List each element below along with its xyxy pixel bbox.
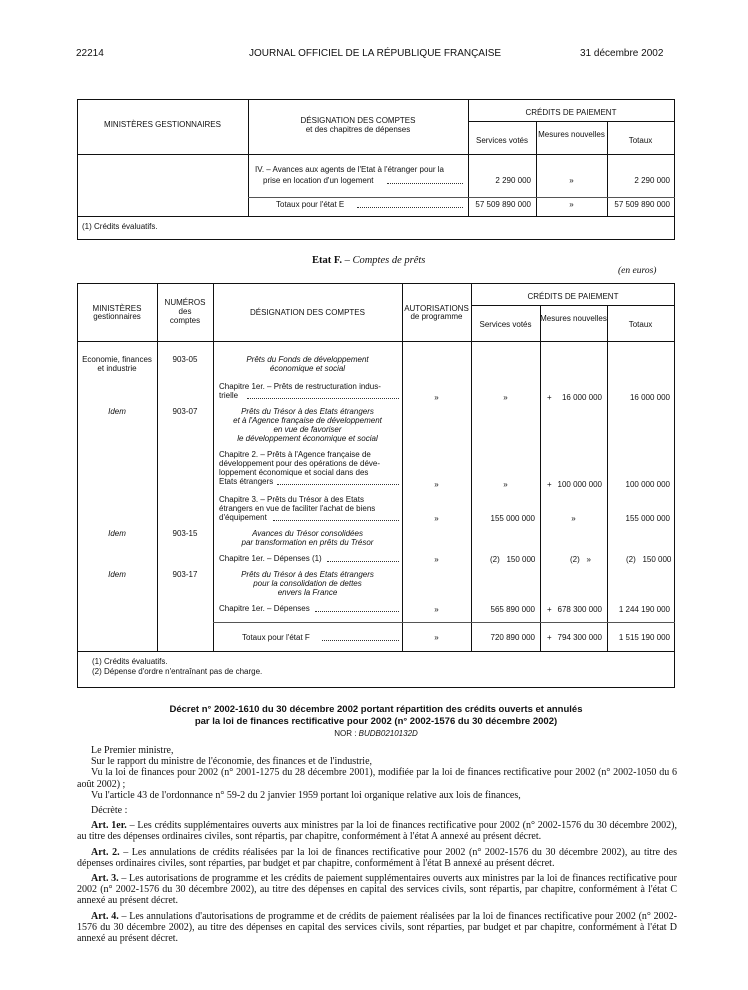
chapitre-label: étrangers en vue de faciliter l'achat de biens	[219, 504, 376, 513]
paragraph: Sur le rapport du ministre de l'économie, des finances et de l'industrie,	[91, 756, 373, 768]
col-ministeres: MINISTÈRES	[92, 304, 142, 313]
chapitre-label: trielle	[219, 391, 239, 400]
totaux-value: 100 000 000	[625, 480, 670, 489]
compte-title: Prêts du Fonds de développement	[246, 355, 369, 364]
col-autorisations: AUTORISATIONS	[404, 304, 469, 313]
table-e	[77, 99, 675, 239]
chapitre-label: Chapitre 2. – Prêts à l'Agence française de	[219, 450, 371, 459]
compte-title: envers la France	[277, 588, 338, 597]
autorisations-value: »	[434, 514, 439, 523]
chapitre-label: Etats étrangers	[219, 477, 274, 486]
plus-sign: +	[547, 605, 552, 614]
total-mesures-nouvelles: 794 300 000	[557, 633, 602, 642]
ministere-name: Idem	[108, 407, 126, 416]
col-credits-de-paiement: CRÉDITS DE PAIEMENT	[525, 108, 617, 117]
article-text: – Les annulations d'autorisations de programme et de crédits de paiement réalisées par la loi de finances rectificative pour 2002 (n° 2002-1576 du 30 décembre 2002), au titre des dépenses en capital des services civils, sont réparties, par budget et par chapitre, conformément à l'état D annexé au présent décret.	[77, 910, 677, 945]
totaux-value: 155 000 000	[625, 514, 670, 523]
article-text: – Les crédits supplémentaires ouverts aux ministres par la loi de finances rectificative pour 2002 (n° 2002-1576 du 30 décembre 2002), au titre des dépenses ordinaires civiles, sont répartis, par chapitre, conformément à l'état A annexé au présent décret.	[77, 820, 678, 843]
total-mesures-nouvelles: »	[569, 200, 574, 209]
col-mesures-nouvelles: Mesures nouvelles	[538, 130, 605, 139]
chapitre-label: loppement économique et social dans des	[219, 468, 369, 477]
compte-numero: 903-17	[172, 570, 198, 579]
leader-dots	[277, 484, 399, 485]
autorisations-value: »	[434, 393, 439, 402]
compte-title: par transformation en prêts du Trésor	[241, 538, 374, 547]
compte-title: et à l'Agence française de développement	[233, 416, 382, 425]
leader-dots	[327, 561, 399, 562]
article-label: Art. 2.	[91, 846, 120, 858]
compte-numero: 903-07	[172, 407, 198, 416]
services-votes-value: 155 000 000	[490, 514, 535, 523]
leader-dots	[273, 520, 399, 521]
article-text: – Les autorisations de programme et les crédits de paiement supplémentaires ouverts aux ministres par la loi de finances rectificative pour 2002 (n° 2002-1576 du 30 décembre 2002), au titre des dépenses en capital des services civils, sont répartis, par chapitre, conformément à l'état C annexé au présent décret.	[77, 873, 677, 907]
chapitre-label: développement pour des opérations de déve-	[219, 459, 380, 468]
ministere-name: Idem	[108, 529, 126, 538]
journal-title: JOURNAL OFFICIEL DE LA RÉPUBLIQUE FRANÇAISE	[249, 48, 502, 59]
mesures-nouvelles-value: (2) »	[570, 555, 591, 564]
col-services-votes: Services votés	[479, 320, 532, 329]
col-services-votes: Services votés	[475, 136, 529, 145]
compte-numero: 903-05	[172, 355, 198, 364]
row-label-line1: IV. – Avances aux agents de l'Etat à l'étranger pour la	[255, 165, 444, 174]
mesures-nouvelles-value: 678 300 000	[557, 605, 602, 614]
autorisations-value: »	[434, 605, 439, 614]
article-3	[77, 873, 677, 907]
decree-body	[77, 745, 677, 944]
leader-dots	[322, 640, 399, 641]
autorisations-value: »	[434, 555, 439, 564]
total-label: Totaux pour l'état F	[242, 633, 310, 642]
total-totaux: 57 509 890 000	[614, 200, 670, 209]
ministere-name: et industrie	[97, 364, 137, 373]
chapitre-label: Chapitre 1er. – Prêts de restructuration indus-	[219, 382, 381, 391]
totaux-value: 16 000 000	[629, 393, 670, 402]
col-autorisations-sub: de programme	[410, 312, 463, 321]
col-numeros: NUMÉROS	[164, 298, 206, 307]
col-credits-de-paiement: CRÉDITS DE PAIEMENT	[527, 292, 619, 301]
services-votes-value: »	[503, 393, 508, 402]
paragraph: Vu la loi de finances pour 2002 (n° 2001-1275 du 28 décembre 2001), modifiée par la loi de finances rectificative pour 2002 (n° 2002-1050 du 6 août 2002) ;	[77, 767, 677, 790]
compte-title: pour la consolidation de dettes	[253, 579, 362, 588]
ministere-name: Economie, finances	[82, 355, 152, 364]
plus-sign: +	[547, 633, 552, 642]
col-ministeres-gestionnaires: MINISTÈRES GESTIONNAIRES	[104, 120, 221, 129]
row-label-line2: prise en location d'un logement	[263, 176, 374, 185]
col-numeros-des: des	[178, 307, 192, 316]
table-f	[77, 283, 675, 687]
decree-title-line1: Décret n° 2002-1610 du 30 décembre 2002 portant répartition des crédits ouverts et annulés	[169, 704, 583, 715]
footnote: (1) Crédits évaluatifs.	[92, 657, 168, 666]
col-ministeres-sub: gestionnaires	[93, 312, 141, 321]
mesures-nouvelles-value: 100 000 000	[557, 480, 602, 489]
article-label: Art. 4.	[91, 910, 119, 922]
compte-title: le développement économique et social	[237, 434, 378, 443]
header-date: 31 décembre 2002	[580, 48, 664, 59]
footnote: (1) Crédits évaluatifs.	[82, 222, 158, 231]
decrete: Décrète :	[91, 805, 128, 817]
col-designation-sub: et des chapitres de dépenses	[305, 125, 411, 134]
plus-sign: +	[547, 480, 552, 489]
ministere-name: Idem	[108, 570, 126, 579]
leader-dots	[387, 183, 463, 184]
col-numeros-comptes: comptes	[169, 316, 201, 325]
compte-title: en vue de favoriser	[273, 425, 342, 434]
chapitre-label: Chapitre 1er. – Dépenses	[219, 604, 310, 613]
col-designation: DÉSIGNATION DES COMPTES	[250, 308, 365, 317]
leader-dots	[315, 611, 399, 612]
paragraph: Vu l'article 43 de l'ordonnance n° 59-2 du 2 janvier 1959 portant loi organique relative aux lois de finances,	[91, 789, 521, 801]
compte-title: Prêts du Trésor à des Etats étrangers	[241, 407, 374, 416]
table-f-title	[312, 255, 425, 266]
services-votes-value: »	[503, 480, 508, 489]
total-autorisations: »	[434, 633, 439, 642]
row-services-votes: 2 290 000	[495, 176, 531, 185]
totaux-value: (2) 150 000	[626, 555, 672, 564]
mesures-nouvelles-value: 16 000 000	[561, 393, 602, 402]
compte-numero: 903-15	[172, 529, 198, 538]
etat-f-subtitle: – Comptes de prêts	[344, 255, 426, 266]
article-4	[77, 911, 677, 945]
col-designation: DÉSIGNATION DES COMPTES	[300, 116, 416, 125]
services-votes-value: 565 890 000	[490, 605, 535, 614]
decree-title	[77, 704, 675, 728]
article-2	[77, 847, 677, 869]
leader-dots	[247, 398, 399, 399]
row-mesures-nouvelles: »	[569, 176, 574, 185]
chapitre-label: Chapitre 3. – Prêts du Trésor à des Etats	[219, 495, 364, 504]
article-label: Art. 1er.	[91, 820, 127, 832]
col-mesures-nouvelles: Mesures nouvelles	[540, 314, 607, 323]
totaux-value: 1 244 190 000	[618, 605, 670, 614]
nor-line	[77, 729, 675, 738]
etat-f-label: Etat F.	[312, 255, 342, 266]
total-label: Totaux pour l'état E	[276, 200, 345, 209]
article-1	[77, 820, 677, 842]
paragraph: Le Premier ministre,	[91, 745, 174, 756]
total-services-votes: 57 509 890 000	[475, 200, 531, 209]
article-text: – Les annulations de crédits réalisées par la loi de finances rectificative pour 2002 (n° 2002-1576 du 30 décembre 2002), au titre des dépenses ordinaires civiles, sont réparties, par budget et par chapitre, conformément à l'état B annexé au présent décret.	[77, 846, 677, 869]
row-totaux: 2 290 000	[634, 176, 670, 185]
total-totaux: 1 515 190 000	[618, 633, 670, 642]
nor-label: NOR :	[334, 729, 357, 738]
chapitre-label: Chapitre 1er. – Dépenses (1)	[219, 554, 322, 563]
leader-dots	[357, 207, 463, 208]
page-number: 22214	[76, 48, 104, 59]
compte-title: Prêts du Trésor à des Etats étrangers	[241, 570, 374, 579]
mesures-nouvelles-value: »	[571, 514, 576, 523]
decree-title-line2: par la loi de finances rectificative pour 2002 (n° 2002-1576 du 30 décembre 2002)	[194, 716, 558, 727]
nor-value: BUDB0210132D	[358, 729, 418, 738]
autorisations-value: »	[434, 480, 439, 489]
total-services-votes: 720 890 000	[490, 633, 535, 642]
compte-title: Avances du Trésor consolidées	[252, 529, 363, 538]
chapitre-label: d'équipement	[219, 513, 267, 522]
services-votes-value: (2) 150 000	[490, 555, 536, 564]
col-totaux: Totaux	[628, 136, 653, 145]
compte-title: économique et social	[269, 364, 346, 373]
article-label: Art. 3.	[91, 873, 119, 885]
unit-label: (en euros)	[618, 266, 657, 276]
plus-sign: +	[547, 393, 552, 402]
col-totaux: Totaux	[628, 320, 653, 329]
footnote: (2) Dépense d'ordre n'entraînant pas de charge.	[92, 667, 263, 676]
